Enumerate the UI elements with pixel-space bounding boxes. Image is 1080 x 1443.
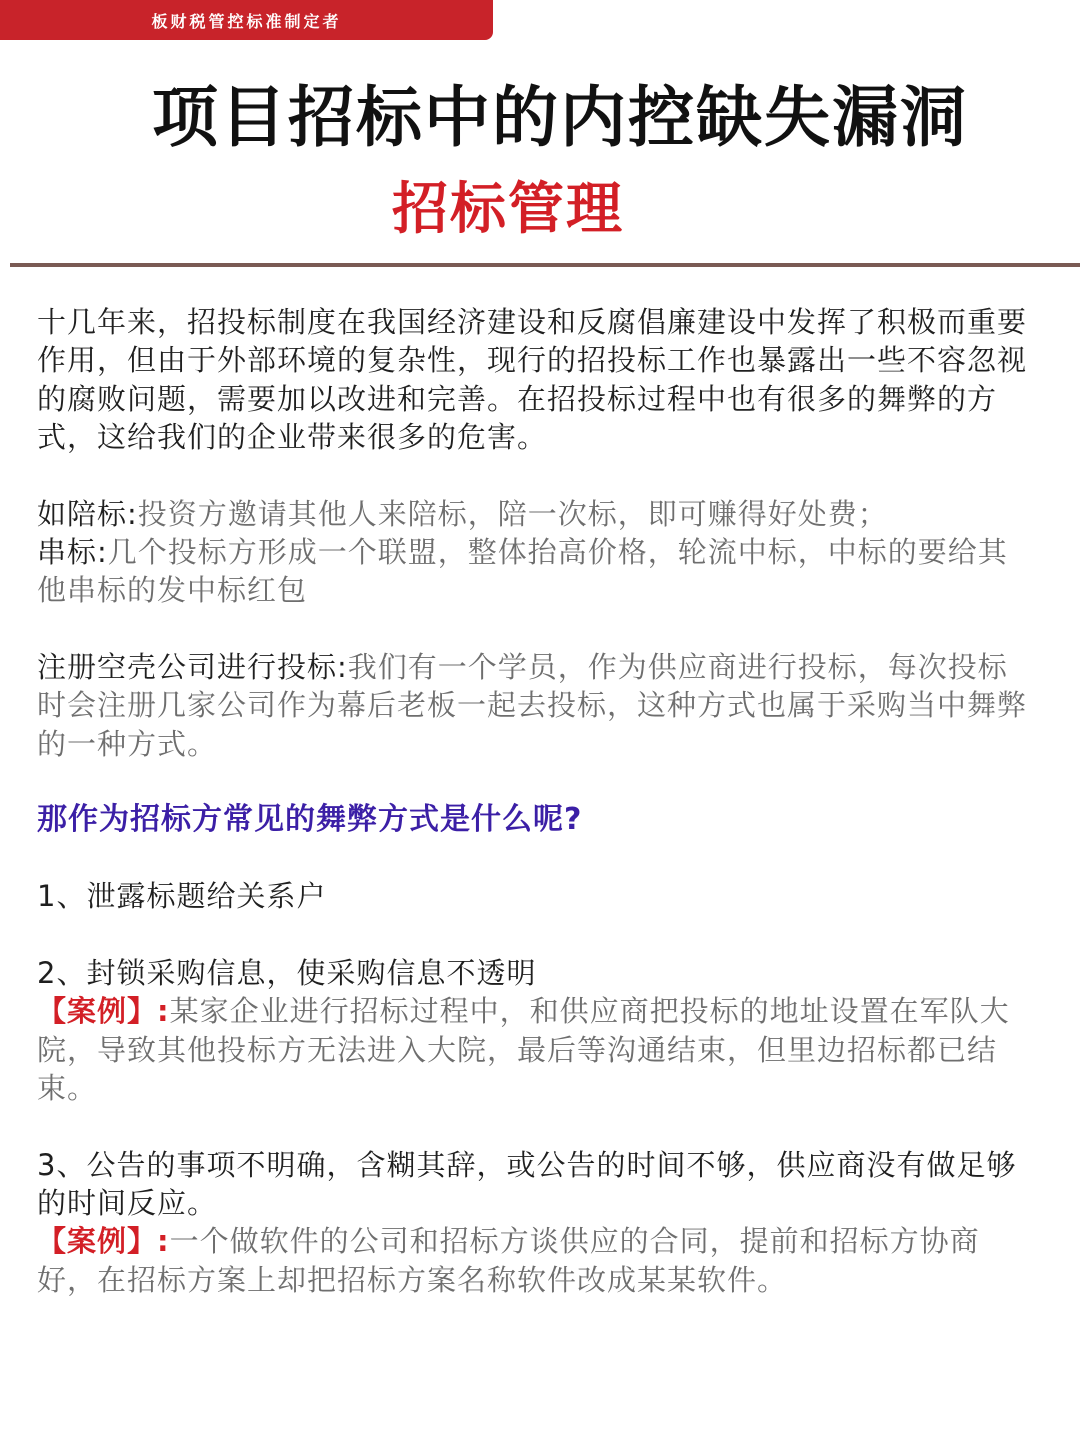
chuanbiao-label: 串标: <box>37 535 108 570</box>
case-text: 一个做软件的公司和招标方谈供应的合同，提前和招标方协商好，在招标方案上却把招标方案名称软件改成某某软件。 <box>37 1224 980 1297</box>
title-divider <box>10 263 1080 267</box>
shell-company-text: 我们有一个学员，作为供应商进行投标，每次投标时会注册几家公司作为幕后老板一起去投标，这种方式也属于采购当中舞弊的一种方式。 <box>37 649 1028 761</box>
spacer <box>37 1108 1027 1146</box>
chuanbiao-text: 几个投标方形成一个联盟，整体抬高价格，轮流中标，中标的要给其他串标的发中标红包 <box>37 535 1008 608</box>
peibiao-text: 投资方邀请其他人来陪标，陪一次标，即可赚得好处费； <box>137 496 888 531</box>
list-item-2-heading: 2、封锁采购信息，使采购信息不透明 <box>37 955 537 990</box>
spacer <box>37 763 1027 801</box>
list-item-2-case <box>37 992 1027 1107</box>
peibiao-label: 如陪标: <box>37 496 138 531</box>
shell-company-paragraph <box>37 648 1027 763</box>
shell-company-label: 注册空壳公司进行投标: <box>37 649 348 684</box>
article-body <box>37 303 1027 1299</box>
chuanbiao-paragraph <box>37 533 1027 610</box>
page-subtitle: 招标管理 <box>392 177 624 242</box>
page-title: 项目招标中的内控缺失漏洞 <box>152 79 968 156</box>
list-item-3-case <box>37 1222 1027 1299</box>
case-text: 某家企业进行招标过程中，和供应商把投标的地址设置在军队大院，导致其他投标方无法进入大院，最后等沟通结束，但里边招标都已结束。 <box>37 994 1010 1106</box>
spacer <box>37 610 1027 648</box>
spacer <box>37 839 1027 877</box>
peibiao-paragraph <box>37 495 1027 533</box>
section-question: 那作为招标方常见的舞弊方式是什么呢? <box>37 802 583 838</box>
intro-paragraph: 十几年来，招投标制度在我国经济建设和反腐倡廉建设中发挥了积极而重要作用，但由于外部环境的复杂性，现行的招投标工作也暴露出一些不容忽视的腐败问题，需要加以改进和完善。在招投标过程中也有很多的舞弊的方式，这给我们的企业带来很多的危害。 <box>37 305 1028 455</box>
brand-banner: 板财税管控标准制定者 <box>0 0 493 40</box>
spacer <box>37 457 1027 495</box>
case-tag: 【案例】: <box>37 1224 170 1259</box>
list-item-3-heading: 3、公告的事项不明确，含糊其辞，或公告的时间不够，供应商没有做足够的时间反应。 <box>37 1147 1017 1220</box>
case-tag: 【案例】: <box>37 994 170 1029</box>
list-item-1-heading: 1、泄露标题给关系户 <box>37 879 327 914</box>
spacer <box>37 916 1027 954</box>
